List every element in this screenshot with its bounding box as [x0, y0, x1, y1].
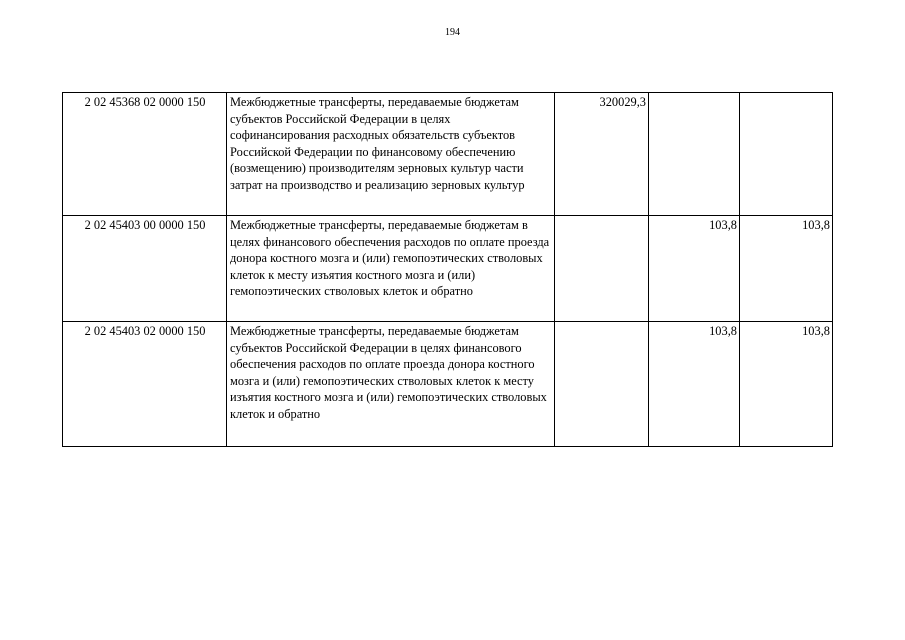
budget-table — [62, 92, 833, 447]
budget-description: Межбюджетные трансферты, передаваемые бюджетам в целях финансового обеспечения расходов по оплате проезда донора костного мозга и (или) гемопоэтических стволовых клеток к месту изъятия костного мозга и (или) гемопоэтических стволовых клеток и обратно — [227, 216, 555, 322]
value-cell-2: 103,8 — [649, 216, 740, 322]
value-cell-2: 103,8 — [649, 322, 740, 447]
table-row — [63, 93, 833, 216]
value-cell-3: 103,8 — [740, 216, 833, 322]
budget-description: Межбюджетные трансферты, передаваемые бюджетам субъектов Российской Федерации в целях софинансирования расходных обязательств субъектов Российской Федерации по финансовому обеспечению (возмещению) производителям зерновых культур части затрат на производство и реализацию зерновых культур — [227, 93, 555, 216]
table-row — [63, 322, 833, 447]
budget-code: 2 02 45368 02 0000 150 — [63, 93, 227, 216]
value-cell-3: 103,8 — [740, 322, 833, 447]
budget-code: 2 02 45403 00 0000 150 — [63, 216, 227, 322]
budget-description: Межбюджетные трансферты, передаваемые бюджетам субъектов Российской Федерации в целях финансового обеспечения расходов по оплате проезда донора костного мозга и (или) гемопоэтических стволовых клеток к месту изъятия костного мозга и (или) гемопоэтических стволовых клеток и обратно — [227, 322, 555, 447]
budget-code: 2 02 45403 02 0000 150 — [63, 322, 227, 447]
value-cell-1: 320029,3 — [555, 93, 649, 216]
value-cell-3 — [740, 93, 833, 216]
value-cell-1 — [555, 216, 649, 322]
value-cell-1 — [555, 322, 649, 447]
page-number: 194 — [445, 27, 460, 38]
value-cell-2 — [649, 93, 740, 216]
table-row — [63, 216, 833, 322]
